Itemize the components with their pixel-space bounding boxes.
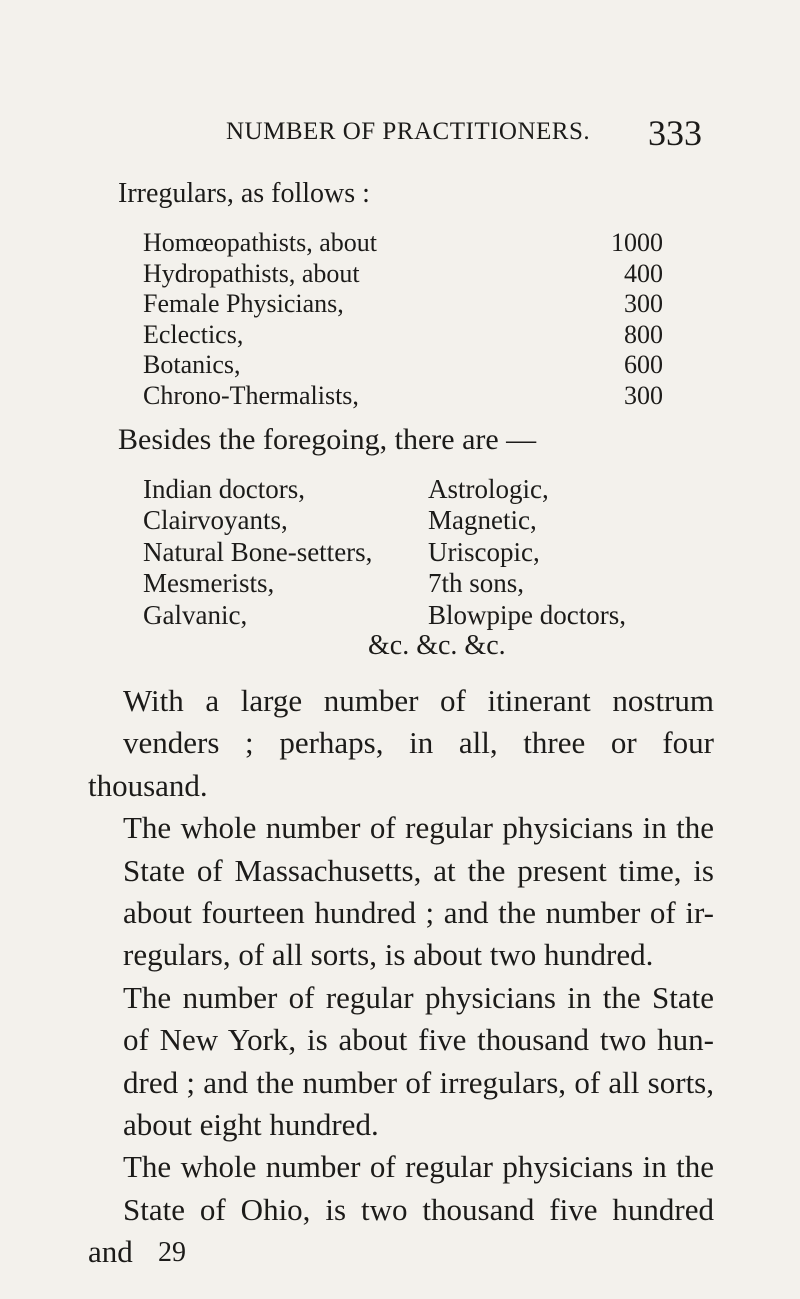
practitioner-count: 1000 bbox=[611, 228, 663, 257]
list-item bbox=[143, 320, 663, 351]
list-item bbox=[143, 259, 663, 290]
practitioner-count: 600 bbox=[624, 350, 663, 380]
text-line: dred ; and the number of irregulars, of all sorts, bbox=[123, 1064, 714, 1100]
list-item: Uriscopic, bbox=[428, 536, 540, 567]
practitioner-type: Eclectics, bbox=[143, 319, 244, 349]
list-item: Natural Bone-setters, bbox=[143, 536, 373, 567]
text-line: The whole number of regular physicians in the bbox=[123, 1149, 714, 1185]
right-column bbox=[428, 474, 626, 631]
paragraph bbox=[88, 977, 714, 1147]
paragraph bbox=[88, 807, 714, 977]
practitioner-type: Chrono-Thermalists, bbox=[143, 380, 359, 410]
list-item bbox=[143, 350, 663, 381]
text-line: State of Ohio, is two thousand five hundred and bbox=[88, 1191, 714, 1270]
text-line: The number of regular physicians in the State bbox=[123, 979, 714, 1015]
list-item bbox=[143, 381, 663, 412]
besides-heading: Besides the foregoing, there are — bbox=[118, 423, 537, 456]
text-line: venders ; perhaps, in all, three or four thousand. bbox=[88, 725, 714, 803]
practitioner-type: Botanics, bbox=[143, 350, 241, 380]
text-line: With a large number of itinerant nostrum bbox=[123, 683, 714, 718]
irregulars-list bbox=[143, 228, 663, 412]
irregulars-heading: Irregulars, as follows : bbox=[118, 178, 370, 209]
running-head: NUMBER OF PRACTITIONERS. bbox=[226, 118, 591, 145]
practitioner-count: 300 bbox=[624, 380, 663, 410]
practitioner-count: 400 bbox=[624, 258, 663, 288]
practitioner-type: Hydropathists, about bbox=[143, 258, 360, 288]
list-item: Magnetic, bbox=[428, 505, 537, 536]
text-line: of New York, is about five thousand two hun- bbox=[123, 1022, 714, 1058]
text-line: The whole number of regular physicians in the bbox=[123, 810, 714, 846]
page-number: 333 bbox=[648, 113, 702, 153]
text-line: regulars, of all sorts, is about two hundred. bbox=[123, 937, 654, 973]
etcetera: &c. &c. &c. bbox=[368, 630, 506, 661]
practitioner-count: 300 bbox=[624, 289, 663, 319]
text-line: about eight hundred. bbox=[123, 1107, 379, 1143]
text-line: State of Massachusetts, at the present time, is bbox=[123, 852, 714, 888]
signature-mark: 29 bbox=[158, 1237, 186, 1268]
practitioner-type: Female Physicians, bbox=[143, 289, 344, 319]
list-item: Clairvoyants, bbox=[143, 505, 288, 536]
list-item bbox=[143, 228, 663, 259]
text-line: about fourteen hundred ; and the number of ir- bbox=[123, 895, 714, 931]
list-item: Mesmerists, bbox=[143, 568, 275, 599]
practitioner-type: Homœopathists, about bbox=[143, 228, 377, 257]
paragraph bbox=[88, 680, 714, 807]
list-item: Astrologic, bbox=[428, 474, 549, 504]
page-header bbox=[0, 112, 800, 152]
practitioner-count: 800 bbox=[624, 319, 663, 349]
left-column bbox=[143, 474, 372, 631]
list-item bbox=[143, 289, 663, 320]
list-item: Indian doctors, bbox=[143, 474, 305, 504]
list-item: Blowpipe doctors, bbox=[428, 599, 626, 630]
body-text bbox=[88, 680, 714, 1274]
list-item: Galvanic, bbox=[143, 599, 248, 630]
list-item: 7th sons, bbox=[428, 568, 525, 599]
